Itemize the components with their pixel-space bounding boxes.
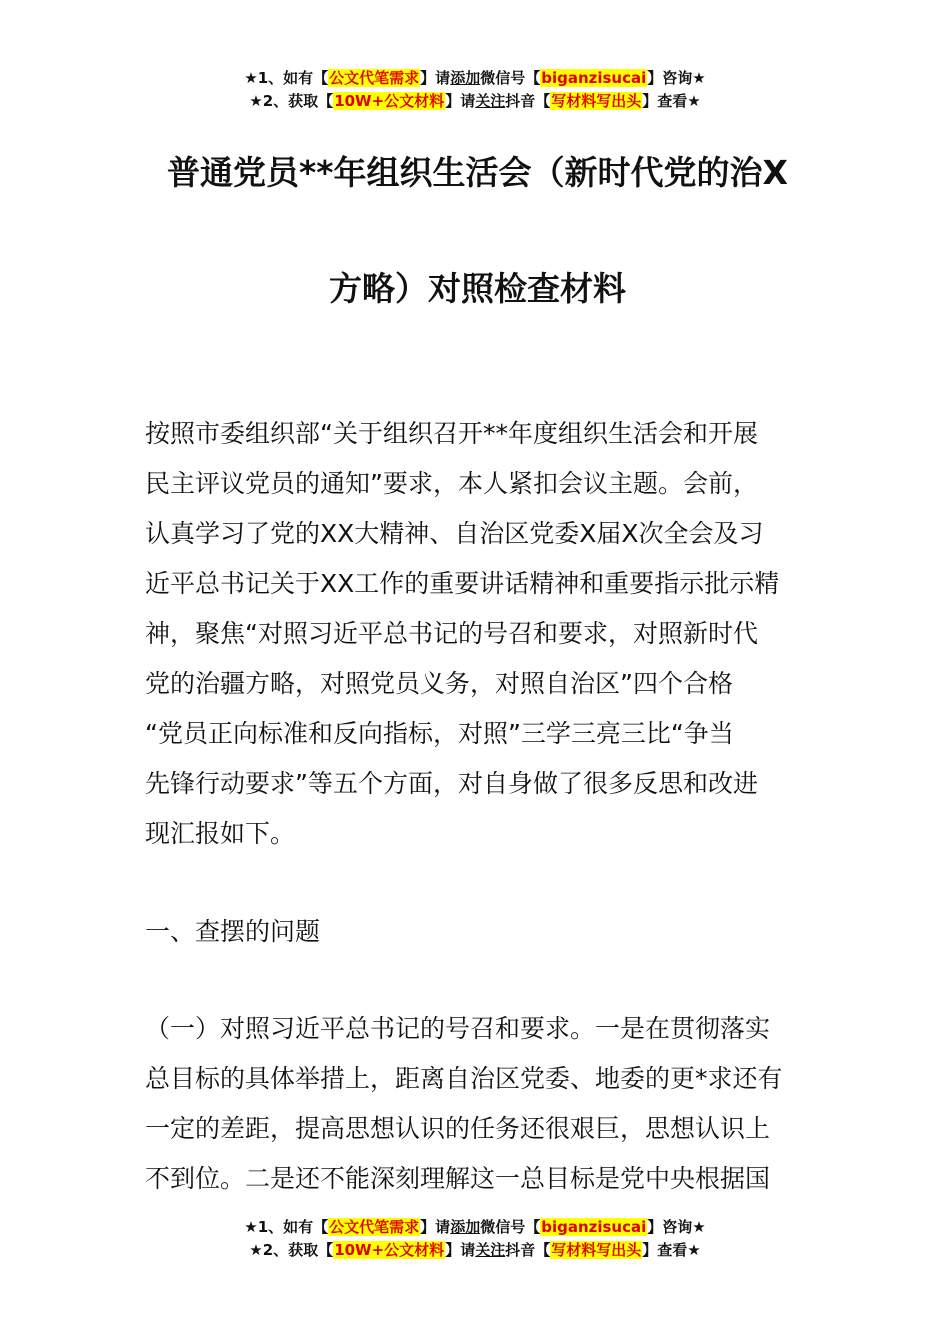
banner-text: 抖音【 (505, 92, 551, 110)
banner-highlight: 10W+公文材料 (334, 92, 445, 110)
banner-text: 微信号【 (480, 69, 541, 87)
banner-line-2 (0, 90, 950, 113)
paragraph-line: 近平总书记关于XX工作的重要讲话精神和重要指示批示精 (145, 569, 780, 598)
banner-text: ★1、如有【 (244, 69, 329, 87)
paragraph-line: 认真学习了党的XX大精神、自治区党委X届X次全会及习 (145, 519, 764, 548)
banner-text: 】咨询★ (647, 1218, 706, 1236)
banner-text: 】咨询★ (647, 69, 706, 87)
banner-highlight: 写材料写出头 (551, 92, 642, 110)
banner-text: 】请 (420, 1218, 451, 1236)
paragraph-line: 一定的差距，提高思想认识的任务还很艰巨，思想认识上 (145, 1114, 771, 1143)
section-heading: 一、查摆的问题 (145, 917, 321, 946)
title-line-2: 方略）对照检查材料 (329, 269, 626, 308)
banner-highlight: 写材料写出头 (551, 1241, 642, 1259)
banner-text: ★2、获取【 (249, 92, 334, 110)
banner-text: 微信号【 (480, 1218, 541, 1236)
banner-highlight: 公文代笔需求 (329, 69, 420, 87)
paragraph-line: 民主评议党员的通知”要求，本人紧扣会议主题。会前， (145, 469, 758, 498)
paragraph-line: 总目标的具体举措上，距离自治区党委、地委的更*求还有 (145, 1064, 783, 1093)
banner-text: 】查看★ (642, 92, 701, 110)
document-title (145, 143, 810, 319)
banner-underline: 关注 (475, 1241, 506, 1259)
paragraph-line: 先锋行动要求”等五个方面，对自身做了很多反思和改进 (145, 769, 758, 798)
paragraph-line: 现汇报如下。 (145, 819, 296, 848)
intro-paragraph (145, 409, 810, 859)
banner-text: ★2、获取【 (249, 1241, 334, 1259)
header-banner (0, 67, 950, 113)
banner-text: ★1、如有【 (244, 1218, 329, 1236)
paragraph-line: 按照市委组织部“关于组织召开**年度组织生活会和开展 (145, 419, 758, 448)
banner-line-2 (0, 1239, 950, 1262)
banner-line-1 (0, 67, 950, 90)
banner-underline: 添加 (450, 69, 481, 87)
banner-underline: 关注 (475, 92, 506, 110)
banner-highlight: 10W+公文材料 (334, 1241, 445, 1259)
banner-underline: 添加 (450, 1218, 481, 1236)
section-paragraph (145, 1004, 810, 1212)
paragraph-line: （一）对照习近平总书记的号召和要求。一是在贯彻落实 (145, 1014, 771, 1043)
paragraph-line: 神，聚焦“对照习近平总书记的号召和要求，对照新时代 (145, 619, 758, 648)
title-line-1: 普通党员**年组织生活会（新时代党的治X (167, 153, 788, 192)
banner-highlight: biganzisucai (541, 69, 647, 87)
paragraph-line: 不到位。二是还不能深刻理解这一总目标是党中央根据国 (145, 1164, 771, 1193)
paragraph-line: “党员正向标准和反向指标，对照”三学三亮三比“争当 (145, 719, 734, 748)
banner-text: 】请 (445, 1241, 476, 1259)
banner-text: 】请 (420, 69, 451, 87)
banner-highlight: 公文代笔需求 (329, 1218, 420, 1236)
footer-banner (0, 1216, 950, 1262)
banner-text: 抖音【 (505, 1241, 551, 1259)
paragraph-line: 党的治疆方略，对照党员义务，对照自治区”四个合格 (145, 669, 733, 698)
banner-highlight: biganzisucai (541, 1218, 647, 1236)
banner-line-1 (0, 1216, 950, 1239)
banner-text: 】查看★ (642, 1241, 701, 1259)
banner-text: 】请 (445, 92, 476, 110)
